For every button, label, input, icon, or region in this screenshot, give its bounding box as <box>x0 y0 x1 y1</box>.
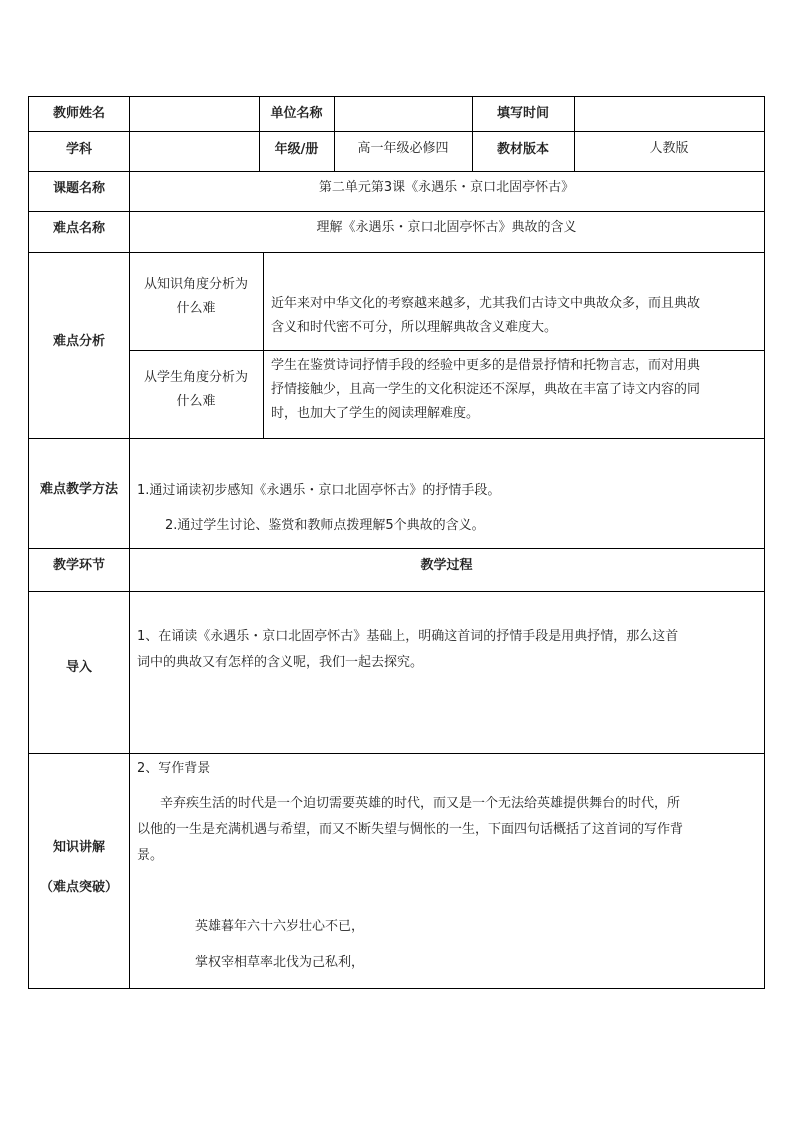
knowledge-angle-label-line1: 从知识角度分析为 <box>143 277 248 292</box>
verse-line1: 英雄暮年六十六岁壮心不已， <box>195 919 365 934</box>
row-divider <box>29 438 764 439</box>
fill-time-label: 填写时间 <box>496 106 549 121</box>
knowledge-label-line1: 知识讲解 <box>52 840 105 855</box>
row-divider <box>29 171 764 172</box>
row-divider <box>29 211 764 212</box>
teaching-method-line2: 2.通过学生讨论、鉴赏和教师点拨理解5个典故的含义。 <box>165 518 485 533</box>
lesson-plan-table <box>28 96 765 989</box>
row-divider <box>29 548 764 549</box>
background-para-line1: 辛弃疾生活的时代是一个迫切需要英雄的时代，而又是一个无法给英雄提供舞台的时代，所 <box>160 796 681 811</box>
row-divider <box>129 350 764 351</box>
knowledge-angle-text-line2: 含义和时代密不可分，所以理解典故含义难度大。 <box>271 320 558 335</box>
row-divider <box>29 252 764 253</box>
row-divider <box>29 591 764 592</box>
difficulty-analysis-label: 难点分析 <box>52 334 105 349</box>
knowledge-angle-text-line1: 近年来对中华文化的考察越来越多，尤其我们古诗文中典故众多，而且典故 <box>271 296 701 311</box>
background-para-line2: 以他的一生是充满机遇与希望，而又不断失望与惆怅的一生，下面四句话概括了这首词的写作背 <box>137 822 684 837</box>
column-divider <box>263 252 264 438</box>
grade-label: 年级/册 <box>274 142 319 157</box>
background-para-line3: 景。 <box>137 848 164 863</box>
student-angle-text-line3: 时，也加大了学生的阅读理解难度。 <box>271 406 480 421</box>
teaching-method-label: 难点教学方法 <box>39 482 118 497</box>
verse-line2: 掌权宰相草率北伐为己私利， <box>195 955 365 970</box>
teaching-method-line1: 1.通过诵读初步感知《永遇乐・京口北固亭怀古》的抒情手段。 <box>137 483 501 498</box>
lesson-title-label: 课题名称 <box>52 181 105 196</box>
student-angle-label-line2: 什么难 <box>176 394 216 409</box>
intro-text-line2: 词中的典故又有怎样的含义呢，我们一起去探究。 <box>137 655 424 670</box>
column-divider <box>334 97 335 171</box>
student-angle-label-line1: 从学生角度分析为 <box>143 370 248 385</box>
lesson-title-value: 第二单元第3课《永遇乐・京口北固亭怀古》 <box>318 180 575 195</box>
column-divider <box>574 97 575 171</box>
knowledge-label-line2: （难点突破） <box>39 880 118 895</box>
teaching-stage-header: 教学环节 <box>52 558 105 573</box>
student-angle-text-line2: 抒情接触少，且高一学生的文化积淀还不深厚，典故在丰富了诗文内容的同 <box>271 382 701 397</box>
intro-label: 导入 <box>65 660 92 675</box>
row-divider <box>29 753 764 754</box>
background-heading: 2、写作背景 <box>137 761 211 776</box>
teacher-name-label: 教师姓名 <box>52 106 105 121</box>
unit-name-label: 单位名称 <box>270 106 323 121</box>
intro-text-line1: 1、在诵读《永遇乐・京口北固亭怀古》基础上，明确这首词的抒情手段是用典抒情，那么这首 <box>137 629 679 644</box>
difficulty-name-label: 难点名称 <box>52 221 105 236</box>
teaching-process-header: 教学过程 <box>420 558 473 573</box>
grade-value: 高一年级必修四 <box>357 141 449 156</box>
student-angle-text-line1: 学生在鉴赏诗词抒情手段的经验中更多的是借景抒情和托物言志，而对用典 <box>271 358 701 373</box>
subject-label: 学科 <box>65 142 92 157</box>
knowledge-angle-label-line2: 什么难 <box>176 301 216 316</box>
textbook-label: 教材版本 <box>496 142 549 157</box>
textbook-value: 人教版 <box>649 141 689 156</box>
difficulty-name-value: 理解《永遇乐・京口北固亭怀古》典故的含义 <box>316 220 577 235</box>
row-divider <box>29 131 764 132</box>
